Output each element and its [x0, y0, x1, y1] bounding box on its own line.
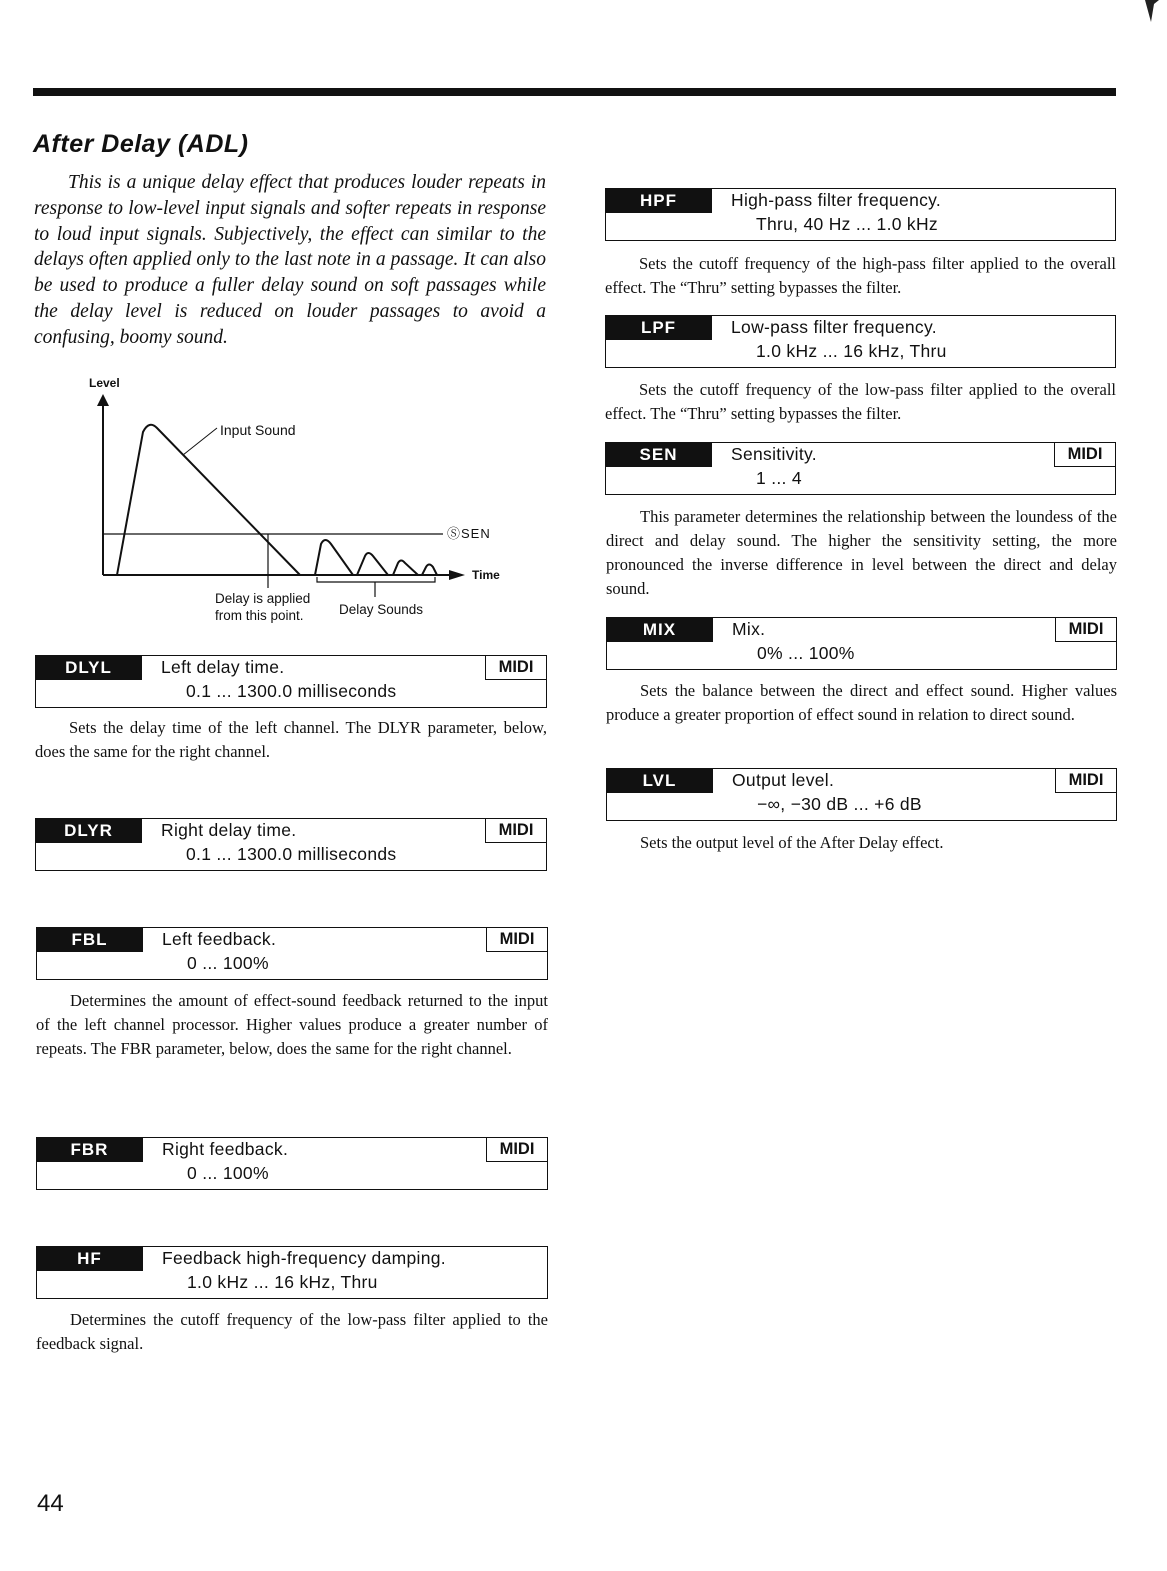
delay-sounds-label: Delay Sounds — [339, 602, 424, 617]
mix-description: Sets the balance between the direct and effect sound. Higher values produce a greater proportion of effect sound in relation to direct sound. — [606, 681, 1117, 724]
param-tag: HPF — [605, 188, 712, 213]
page-corner-mark — [1141, 0, 1167, 30]
header-rule — [33, 88, 1116, 96]
param-desc: Left feedback. — [162, 929, 277, 949]
sen-threshold-label: ⓈSEN — [447, 526, 491, 541]
param-tag: FBL — [36, 927, 143, 952]
midi-badge: MIDI — [486, 927, 548, 952]
param-desc: Sensitivity. — [731, 444, 817, 464]
param-range: 1.0 kHz ... 16 kHz, Thru — [756, 341, 947, 361]
lvl-description: Sets the output level of the After Delay effect. — [640, 833, 944, 852]
param-tag: SEN — [605, 442, 712, 467]
param-range: −∞, −30 dB ... +6 dB — [757, 794, 922, 814]
delay-sounds-bracket — [317, 577, 435, 582]
param-tag: MIX — [606, 617, 713, 642]
sen-description: This parameter determines the relationship between the loundess of the direct and delay sound. The higher the sensitivity setting, the more pronounced the inverse difference in level between the direct and delay sound. — [606, 507, 1117, 598]
dlyl-description: Sets the delay time of the left channel. The DLYR parameter, below, does the same for the right channel. — [35, 718, 547, 761]
input-sound-leader — [183, 428, 217, 455]
param-desc: Feedback high-frequency damping. — [162, 1248, 446, 1268]
param-tag: HF — [36, 1246, 143, 1271]
param-desc: Low-pass filter frequency. — [731, 317, 937, 337]
param-range: 1 ... 4 — [756, 468, 802, 488]
fbl-description: Determines the amount of effect-sound feedback returned to the input of the left channel processor. Higher values produce a greater number of repeats. The FBR parameter, below, does the same for the right channel. — [36, 991, 548, 1058]
param-box-lvl — [606, 768, 1117, 821]
param-box-hf — [36, 1246, 548, 1299]
param-box-fbl — [36, 927, 548, 980]
midi-badge: MIDI — [486, 1137, 548, 1162]
param-desc: Right delay time. — [161, 820, 297, 840]
param-desc: Mix. — [732, 619, 766, 639]
param-tag: FBR — [36, 1137, 143, 1162]
param-desc: Right feedback. — [162, 1139, 289, 1159]
hf-description: Determines the cutoff frequency of the low-pass filter applied to the feedback signal. — [36, 1310, 548, 1353]
intro-paragraph: This is a unique delay effect that produces louder repeats in response to low-level input signals and softer repeats in response to loud input signals. Subjectively, the effect can similar to the delays often applied only to the last note in a passage. It can also be used to produce a fuller delay sound on soft passages while the delay level is reduced on louder passages to avoid a confusing, boomy sound. — [34, 172, 546, 348]
param-tag: DLYL — [35, 655, 142, 680]
input-sound-curve — [117, 425, 300, 575]
input-sound-label: Input Sound — [220, 422, 296, 438]
param-box-sen — [605, 442, 1116, 495]
midi-badge: MIDI — [1055, 768, 1117, 793]
delay-sounds-curve — [300, 540, 437, 575]
param-desc: High-pass filter frequency. — [731, 190, 942, 210]
y-axis-arrow — [97, 394, 109, 406]
y-axis-label: Level — [89, 376, 120, 390]
param-range: 0 ... 100% — [187, 953, 269, 973]
param-range: Thru, 40 Hz ... 1.0 kHz — [756, 214, 938, 234]
param-tag: LVL — [606, 768, 713, 793]
after-delay-diagram — [85, 372, 515, 632]
param-box-dlyl — [35, 655, 547, 708]
midi-badge: MIDI — [1055, 617, 1117, 642]
page-number: 44 — [37, 1490, 64, 1517]
delay-point-label-2: from this point. — [215, 608, 304, 623]
param-tag: DLYR — [35, 818, 142, 843]
param-range: 0 ... 100% — [187, 1163, 269, 1183]
param-box-dlyr — [35, 818, 547, 871]
param-range: 1.0 kHz ... 16 kHz, Thru — [187, 1272, 378, 1292]
midi-badge: MIDI — [485, 655, 547, 680]
param-range: 0.1 ... 1300.0 milliseconds — [186, 844, 397, 864]
delay-point-label-1: Delay is applied — [215, 591, 311, 606]
param-desc: Output level. — [732, 770, 835, 790]
section-title: After Delay (ADL) — [33, 130, 249, 158]
x-axis-arrow — [449, 570, 465, 580]
lpf-description: Sets the cutoff frequency of the low-pass filter applied to the overall effect. The “Thru” setting bypasses the filter. — [605, 380, 1116, 423]
param-range: 0.1 ... 1300.0 milliseconds — [186, 681, 397, 701]
param-range: 0% ... 100% — [757, 643, 855, 663]
hpf-description: Sets the cutoff frequency of the high-pass filter applied to the overall effect. The “Thru” setting bypasses the filter. — [605, 254, 1116, 297]
param-box-hpf — [605, 188, 1116, 241]
midi-badge: MIDI — [1054, 442, 1116, 467]
param-box-lpf — [605, 315, 1116, 368]
param-box-mix — [606, 617, 1117, 670]
param-box-fbr — [36, 1137, 548, 1190]
param-desc: Left delay time. — [161, 657, 285, 677]
param-tag: LPF — [605, 315, 712, 340]
midi-badge: MIDI — [485, 818, 547, 843]
x-axis-label: Time — [472, 568, 500, 582]
